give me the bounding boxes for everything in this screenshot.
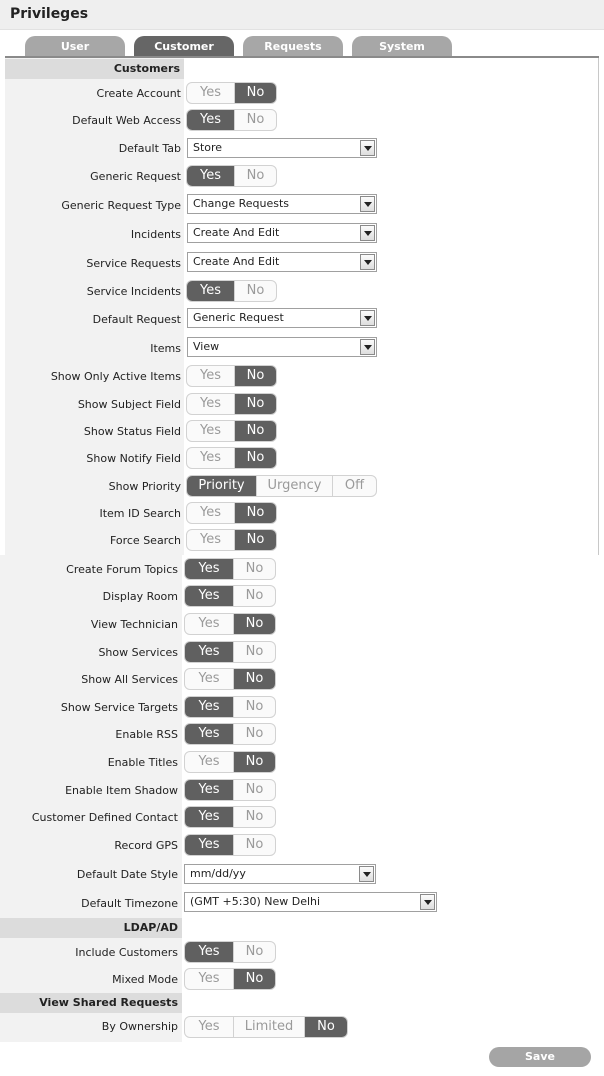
enable-titles-toggle [184, 751, 276, 773]
create-forum-topics-yes[interactable]: Yes [185, 559, 233, 579]
show-priority-label: Show Priority [108, 480, 181, 493]
show-all-services-toggle [184, 668, 276, 690]
items-select[interactable] [187, 337, 377, 357]
by-ownership-toggle [184, 1016, 348, 1038]
chevron-down-icon [420, 894, 435, 910]
default-date-style-select[interactable] [184, 864, 376, 884]
section-view-shared-requests: View Shared Requests [0, 993, 182, 1013]
chevron-down-icon [360, 310, 375, 326]
item-id-search-yes[interactable]: Yes [200, 505, 221, 520]
show-subject-field-label: Show Subject Field [77, 398, 181, 411]
show-status-field-yes[interactable]: Yes [200, 423, 221, 438]
service-incidents-yes[interactable]: Yes [187, 281, 234, 301]
service-requests-select[interactable] [187, 252, 377, 272]
tab-system[interactable]: System [352, 36, 452, 57]
default-request-value: Generic Request [193, 311, 284, 324]
incidents-value: Create And Edit [193, 226, 280, 239]
enable-rss-no[interactable]: No [233, 724, 275, 744]
tab-user[interactable]: User [25, 36, 125, 57]
save-button[interactable]: Save [489, 1047, 591, 1067]
mixed-mode-toggle [184, 968, 276, 990]
show-status-field-label: Show Status Field [83, 425, 181, 438]
record-gps-yes[interactable]: Yes [185, 835, 233, 855]
default-timezone-select[interactable] [184, 892, 437, 912]
show-subject-field-yes[interactable]: Yes [200, 396, 221, 411]
default-date-style-value: mm/dd/yy [190, 867, 246, 880]
include-customers-yes[interactable]: Yes [185, 942, 233, 962]
enable-rss-toggle [184, 723, 276, 745]
include-customers-toggle [184, 941, 276, 963]
title-bar [0, 0, 604, 30]
generic-request-type-value: Change Requests [193, 197, 290, 210]
show-subject-field-toggle [186, 393, 277, 415]
section-ldap-ad: LDAP/AD [0, 918, 182, 938]
create-forum-topics-label: Create Forum Topics [66, 563, 178, 576]
default-tab-select[interactable] [187, 138, 377, 158]
default-tab-value: Store [193, 141, 223, 154]
create-forum-topics-toggle [184, 558, 276, 580]
show-service-targets-toggle [184, 696, 276, 718]
show-notify-field-label: Show Notify Field [86, 452, 181, 465]
chevron-down-icon [359, 866, 374, 882]
service-incidents-no[interactable]: No [234, 281, 276, 301]
generic-request-type-select[interactable] [187, 194, 377, 214]
show-subject-field-no[interactable]: No [234, 394, 276, 414]
show-service-targets-no[interactable]: No [233, 697, 275, 717]
by-ownership-limited[interactable]: Limited [233, 1017, 304, 1037]
show-only-active-items-label: Show Only Active Items [50, 370, 181, 383]
enable-rss-yes[interactable]: Yes [185, 724, 233, 744]
by-ownership-label: By Ownership [101, 1020, 178, 1033]
enable-item-shadow-label: Enable Item Shadow [65, 784, 178, 797]
generic-request-label: Generic Request [90, 170, 181, 183]
default-tab-label: Default Tab [118, 142, 181, 155]
default-timezone-label: Default Timezone [81, 897, 178, 910]
show-priority-urgency[interactable]: Urgency [256, 476, 332, 496]
show-all-services-yes[interactable]: Yes [198, 671, 220, 686]
show-service-targets-label: Show Service Targets [60, 701, 178, 714]
enable-item-shadow-no[interactable]: No [233, 780, 275, 800]
show-status-field-no[interactable]: No [234, 421, 276, 441]
record-gps-label: Record GPS [114, 839, 178, 852]
by-ownership-no[interactable]: No [304, 1017, 347, 1037]
enable-titles-no[interactable]: No [233, 752, 275, 772]
tab-bar [0, 30, 604, 58]
default-timezone-value: (GMT +5:30) New Delhi [190, 895, 321, 908]
show-notify-field-yes[interactable]: Yes [200, 450, 221, 465]
show-all-services-label: Show All Services [81, 673, 178, 686]
create-account-yes[interactable]: Yes [200, 85, 221, 100]
default-date-style-label: Default Date Style [76, 868, 178, 881]
generic-request-type-label: Generic Request Type [61, 199, 181, 212]
mixed-mode-no[interactable]: No [233, 969, 275, 989]
show-service-targets-yes[interactable]: Yes [185, 697, 233, 717]
show-all-services-no[interactable]: No [233, 669, 275, 689]
force-search-toggle [186, 529, 277, 551]
show-services-no[interactable]: No [233, 642, 275, 662]
view-technician-yes[interactable]: Yes [198, 616, 220, 631]
service-requests-value: Create And Edit [193, 255, 280, 268]
chevron-down-icon [360, 339, 375, 355]
service-incidents-toggle [186, 280, 277, 302]
display-room-toggle [184, 585, 276, 607]
tab-customer[interactable]: Customer [134, 36, 234, 57]
enable-titles-yes[interactable]: Yes [198, 754, 220, 769]
item-id-search-toggle [186, 502, 277, 524]
show-services-yes[interactable]: Yes [185, 642, 233, 662]
generic-request-no[interactable]: No [234, 166, 276, 186]
chevron-down-icon [360, 140, 375, 156]
section-customers: Customers [5, 59, 184, 79]
display-room-yes[interactable]: Yes [185, 586, 233, 606]
force-search-yes[interactable]: Yes [200, 532, 221, 547]
by-ownership-yes[interactable]: Yes [198, 1019, 220, 1034]
tab-requests[interactable]: Requests [243, 36, 343, 57]
customer-defined-contact-label: Customer Defined Contact [31, 811, 178, 824]
customer-defined-contact-toggle [184, 806, 276, 828]
service-requests-label: Service Requests [86, 257, 181, 270]
show-priority-off[interactable]: Off [332, 476, 376, 496]
view-technician-label: View Technician [90, 618, 178, 631]
enable-titles-label: Enable Titles [107, 756, 178, 769]
force-search-no[interactable]: No [234, 530, 276, 550]
default-web-access-label: Default Web Access [72, 114, 181, 127]
display-room-no[interactable]: No [233, 586, 275, 606]
show-notify-field-toggle [186, 447, 277, 469]
show-only-active-items-no[interactable]: No [234, 366, 276, 386]
show-status-field-toggle [186, 420, 277, 442]
customer-defined-contact-yes[interactable]: Yes [185, 807, 233, 827]
show-services-toggle [184, 641, 276, 663]
show-only-active-items-toggle [186, 365, 277, 387]
default-request-select[interactable] [187, 308, 377, 328]
chevron-down-icon [360, 254, 375, 270]
include-customers-no[interactable]: No [233, 942, 275, 962]
page-title: Privileges [10, 6, 89, 22]
show-priority-priority[interactable]: Priority [187, 476, 256, 496]
enable-item-shadow-toggle [184, 779, 276, 801]
chevron-down-icon [360, 196, 375, 212]
generic-request-toggle [186, 165, 277, 187]
show-notify-field-no[interactable]: No [234, 448, 276, 468]
default-web-access-no[interactable]: No [234, 110, 276, 130]
create-account-label: Create Account [96, 87, 181, 100]
display-room-label: Display Room [102, 590, 178, 603]
mixed-mode-label: Mixed Mode [112, 973, 178, 986]
default-web-access-yes[interactable]: Yes [187, 110, 234, 130]
show-services-label: Show Services [98, 646, 178, 659]
item-id-search-no[interactable]: No [234, 503, 276, 523]
customer-defined-contact-no[interactable]: No [233, 807, 275, 827]
default-web-access-toggle [186, 109, 277, 131]
create-forum-topics-no[interactable]: No [233, 559, 275, 579]
enable-rss-label: Enable RSS [115, 728, 178, 741]
view-technician-no[interactable]: No [233, 614, 275, 634]
enable-item-shadow-yes[interactable]: Yes [185, 780, 233, 800]
create-account-toggle [186, 82, 277, 104]
service-incidents-label: Service Incidents [86, 285, 181, 298]
create-account-no[interactable]: No [234, 83, 276, 103]
view-technician-toggle [184, 613, 276, 635]
include-customers-label: Include Customers [75, 946, 178, 959]
chevron-down-icon [360, 225, 375, 241]
items-value: View [193, 340, 220, 353]
incidents-label: Incidents [130, 228, 181, 241]
record-gps-no[interactable]: No [233, 835, 275, 855]
record-gps-toggle [184, 834, 276, 856]
generic-request-yes[interactable]: Yes [187, 166, 234, 186]
items-label: Items [150, 342, 181, 355]
incidents-select[interactable] [187, 223, 377, 243]
show-only-active-items-yes[interactable]: Yes [200, 368, 221, 383]
mixed-mode-yes[interactable]: Yes [198, 971, 220, 986]
default-request-label: Default Request [92, 313, 181, 326]
show-priority-toggle [186, 475, 377, 497]
force-search-label: Force Search [109, 534, 181, 547]
item-id-search-label: Item ID Search [99, 507, 181, 520]
